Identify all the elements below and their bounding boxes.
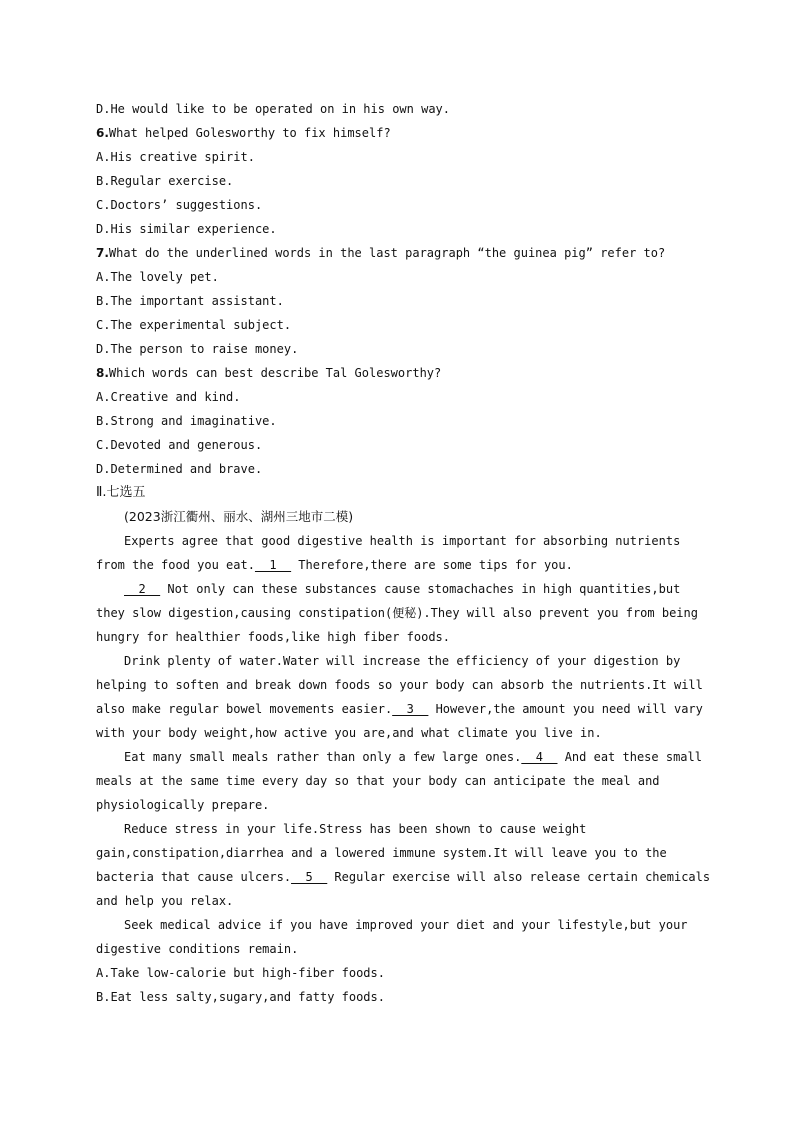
section-source: (2023浙江衢州、丽水、湖州三地市二模) [124,509,354,524]
q6-option-d: D.His similar experience. [96,222,277,236]
text-segment: And eat these small [557,750,702,764]
question-number: 8. [96,366,109,380]
passage-line: digestive conditions remain. [96,942,299,956]
blank-5: __5__ [291,870,328,884]
passage-line: Drink plenty of water.Water will increase the efficiency of your digestion by [124,654,681,668]
q7-option-d: D.The person to raise money. [96,342,299,356]
q8-option-a: A.Creative and kind. [96,390,241,404]
question-number: 7. [96,246,109,260]
text-segment: also make regular bowel movements easier. [96,702,393,716]
text-segment: However,the amount you need will vary [428,702,703,716]
question-number: 6. [96,126,109,140]
passage-line: Seek medical advice if you have improved your diet and your lifestyle,but your [124,918,688,932]
passage-line: helping to soften and break down foods so your body can absorb the nutrients.It will [96,678,703,692]
choice-b: B.Eat less salty,sugary,and fatty foods. [96,990,385,1004]
q7-option-c: C.The experimental subject. [96,318,292,332]
text-segment: Eat many small meals rather than only a few large ones. [124,750,522,764]
question-stem: What do the underlined words in the last paragraph “the guinea pig” refer to? [108,246,666,260]
q6-option-b: B.Regular exercise. [96,174,234,188]
passage-line: meals at the same time every day so that your body can anticipate the meal and [96,774,660,788]
section-heading: Ⅱ.七选五 [96,485,146,500]
passage-line: Experts agree that good digestive health is important for absorbing nutrients [124,534,681,548]
q8-option-d: D.Determined and brave. [96,462,263,476]
question-stem: What helped Golesworthy to fix himself? [108,126,391,140]
passage-line [96,869,710,885]
text-segment: Therefore,there are some tips for you. [291,558,573,572]
blank-2: __2__ [124,582,161,596]
q6-option-a: A.His creative spirit. [96,150,255,164]
question-stem: Which words can best describe Tal Golesworthy? [108,366,442,380]
passage-line [124,749,702,765]
q7-option-a: A.The lovely pet. [96,270,219,284]
q7-option-b: B.The important assistant. [96,294,284,308]
text-segment: Regular exercise will also release certain chemicals [327,870,711,884]
passage-line: with your body weight,how active you are,and what climate you live in. [96,726,602,740]
question-7 [96,245,665,261]
blank-4: __4__ [521,750,558,764]
blank-3: __3__ [392,702,429,716]
passage-line: physiologically prepare. [96,798,270,812]
passage-line: hungry for healthier foods,like high fiber foods. [96,630,451,644]
text-segment: Not only can these substances cause stomachaches in high quantities,but [160,582,681,596]
q8-option-b: B.Strong and imaginative. [96,414,277,428]
q6-option-c: C.Doctors’ suggestions. [96,198,263,212]
passage-line [124,581,680,597]
question-6 [96,125,391,141]
passage-line: gain,constipation,diarrhea and a lowered immune system.It will leave you to the [96,846,667,860]
passage-line [96,557,573,573]
q8-option-c: C.Devoted and generous. [96,438,263,452]
blank-1: __1__ [254,558,292,572]
passage-line: they slow digestion,causing constipation(便秘).They will also prevent you from being [96,606,698,620]
passage-line: Reduce stress in your life.Stress has been shown to cause weight [124,822,587,836]
text-segment: bacteria that cause ulcers. [96,870,292,884]
passage-line: and help you relax. [96,894,234,908]
choice-a: A.Take low-calorie but high-fiber foods. [96,966,385,980]
question-8 [96,365,441,381]
passage-line [96,701,703,717]
text-segment: from the food you eat. [96,558,255,572]
q5-option-d: D.He would like to be operated on in his own way. [96,102,451,116]
